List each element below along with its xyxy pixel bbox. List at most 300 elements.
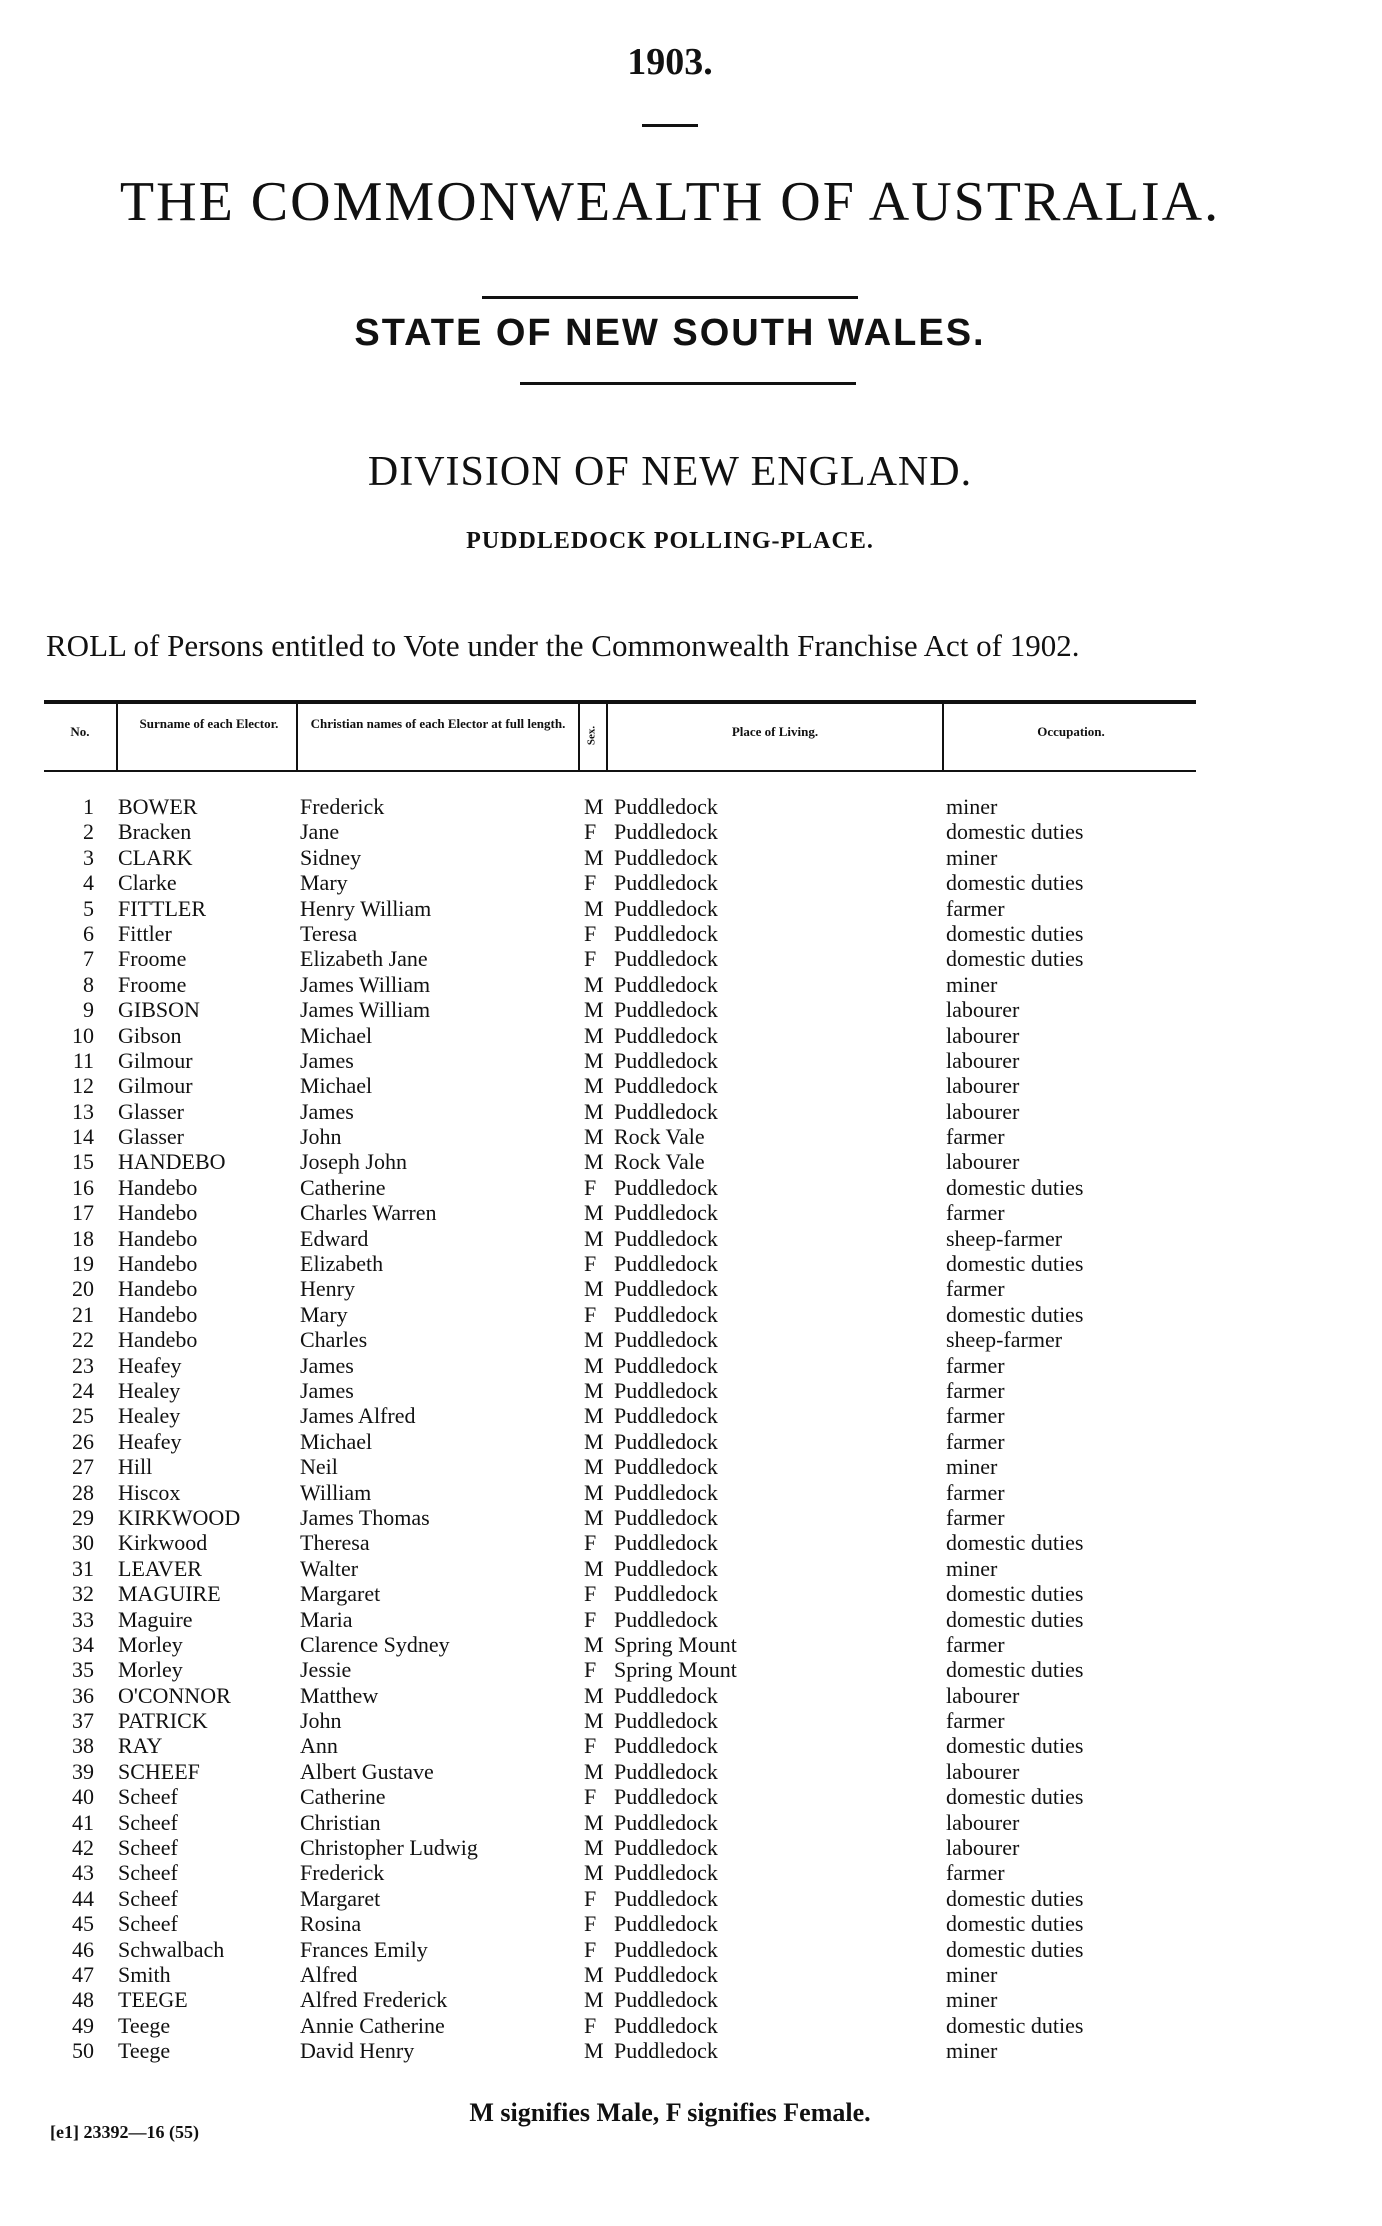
elector-sex: M (584, 1987, 604, 2013)
elector-surname: Glasser (118, 1098, 184, 1124)
elector-sex: M (584, 1200, 604, 1226)
elector-sex: M (584, 1758, 604, 1784)
elector-christian-names: Christopher Ludwig (300, 1835, 478, 1861)
table-row (0, 921, 1382, 946)
col-divider-4 (606, 704, 608, 770)
elector-occupation: labourer (946, 1835, 1020, 1861)
col-header-place: Place of Living. (731, 724, 819, 739)
year: 1903. (627, 41, 713, 83)
elector-sex: M (584, 1073, 604, 1099)
table-row (0, 1886, 1382, 1911)
elector-place-of-living: Puddledock (614, 1911, 718, 1937)
table-row (0, 1657, 1382, 1682)
print-reference: [e1] 23392—16 (55) (50, 2122, 199, 2142)
elector-place-of-living: Puddledock (614, 1352, 718, 1378)
elector-number: 49 (72, 2012, 94, 2038)
elector-place-of-living: Puddledock (614, 920, 718, 946)
elector-occupation: domestic duties (946, 2012, 1084, 2038)
elector-christian-names: Jessie (300, 1657, 352, 1683)
table-row (0, 1251, 1382, 1276)
elector-christian-names: Mary (300, 870, 348, 896)
elector-christian-names: James Alfred (300, 1403, 416, 1429)
elector-occupation: labourer (946, 997, 1020, 1023)
elector-place-of-living: Puddledock (614, 1733, 718, 1759)
elector-christian-names: Clarence Sydney (300, 1631, 450, 1657)
table-row (0, 1149, 1382, 1174)
elector-place-of-living: Puddledock (614, 1758, 718, 1784)
elector-surname: Hill (118, 1454, 153, 1480)
elector-place-of-living: Puddledock (614, 1809, 718, 1835)
elector-christian-names: Maria (300, 1606, 353, 1632)
table-row (0, 1327, 1382, 1352)
elector-christian-names: James Thomas (300, 1504, 430, 1530)
elector-christian-names: Henry (300, 1276, 355, 1302)
elector-place-of-living: Puddledock (614, 1708, 718, 1734)
elector-christian-names: Walter (300, 1555, 359, 1581)
elector-surname: Heafey (118, 1352, 182, 1378)
elector-place-of-living: Puddledock (614, 895, 718, 921)
elector-number: 48 (72, 1987, 94, 2013)
elector-occupation: labourer (946, 1758, 1020, 1784)
table-row (0, 1581, 1382, 1606)
elector-number: 32 (72, 1581, 94, 1607)
elector-christian-names: Catherine (300, 1784, 386, 1810)
elector-place-of-living: Puddledock (614, 2012, 718, 2038)
elector-number: 27 (72, 1454, 94, 1480)
main-title: THE COMMONWEALTH OF AUSTRALIA. (119, 171, 1221, 233)
elector-place-of-living: Puddledock (614, 1936, 718, 1962)
elector-surname: FITTLER (118, 895, 206, 921)
roll-title: ROLL of Persons entitled to Vote under the Commonwealth Franchise Act of 1902. (46, 628, 1080, 663)
elector-sex: M (584, 997, 604, 1023)
elector-christian-names: Margaret (300, 1885, 381, 1911)
elector-number: 4 (83, 870, 94, 896)
elector-occupation: farmer (946, 1428, 1005, 1454)
elector-number: 22 (72, 1327, 94, 1353)
elector-place-of-living: Puddledock (614, 1377, 718, 1403)
col-header-sex: Sex. (585, 725, 598, 746)
elector-place-of-living: Puddledock (614, 1987, 718, 2013)
elector-surname: Smith (118, 1961, 171, 1987)
elector-place-of-living: Puddledock (614, 946, 718, 972)
sex-legend: M signifies Male, F signifies Female. (469, 2098, 871, 2127)
table-row (0, 1023, 1382, 1048)
elector-number: 20 (72, 1276, 94, 1302)
elector-surname: Handebo (118, 1327, 198, 1353)
elector-occupation: domestic duties (946, 1301, 1084, 1327)
elector-sex: M (584, 1149, 604, 1175)
elector-surname: Scheef (118, 1835, 178, 1861)
elector-number: 29 (72, 1504, 94, 1530)
elector-christian-names: Elizabeth Jane (300, 946, 428, 972)
table-row (0, 1810, 1382, 1835)
elector-number: 46 (72, 1936, 94, 1962)
elector-sex: M (584, 1276, 604, 1302)
elector-place-of-living: Puddledock (614, 1555, 718, 1581)
elector-occupation: miner (946, 844, 998, 870)
elector-sex: F (584, 1885, 597, 1911)
table-row (0, 1454, 1382, 1479)
elector-sex: F (584, 1251, 597, 1277)
elector-surname: Heafey (118, 1428, 182, 1454)
elector-number: 38 (72, 1733, 94, 1759)
elector-occupation: domestic duties (946, 1911, 1084, 1937)
year-rule (642, 124, 698, 127)
elector-number: 8 (83, 971, 94, 997)
elector-surname: Schwalbach (118, 1936, 225, 1962)
elector-occupation: domestic duties (946, 870, 1084, 896)
elector-number: 41 (72, 1809, 94, 1835)
elector-christian-names: Christian (300, 1809, 381, 1835)
elector-sex: F (584, 819, 597, 845)
elector-sex: F (584, 1606, 597, 1632)
elector-place-of-living: Spring Mount (614, 1657, 737, 1683)
elector-christian-names: John (300, 1124, 342, 1150)
elector-christian-names: Michael (300, 1428, 373, 1454)
elector-place-of-living: Puddledock (614, 997, 718, 1023)
elector-place-of-living: Puddledock (614, 1860, 718, 1886)
table-row (0, 1607, 1382, 1632)
elector-surname: BOWER (118, 794, 198, 819)
elector-sex: M (584, 1098, 604, 1124)
elector-surname: Healey (118, 1403, 181, 1429)
elector-place-of-living: Puddledock (614, 1174, 718, 1200)
table-row (0, 1429, 1382, 1454)
table-row (0, 896, 1382, 921)
col-header-no: No. (70, 724, 90, 739)
elector-occupation: domestic duties (946, 1251, 1084, 1277)
elector-surname: Maguire (118, 1606, 193, 1632)
table-row (0, 819, 1382, 844)
elector-number: 37 (72, 1708, 94, 1734)
elector-number: 24 (72, 1377, 94, 1403)
col-header-occupation: Occupation. (1037, 724, 1105, 739)
table-row (0, 972, 1382, 997)
table-row (0, 1302, 1382, 1327)
elector-surname: Gibson (118, 1022, 182, 1048)
elector-occupation: labourer (946, 1073, 1020, 1099)
elector-number: 13 (72, 1098, 94, 1124)
elector-occupation: farmer (946, 1276, 1005, 1302)
table-row (0, 1683, 1382, 1708)
elector-place-of-living: Puddledock (614, 1403, 718, 1429)
elector-number: 21 (72, 1301, 94, 1327)
elector-number: 18 (72, 1225, 94, 1251)
elector-christian-names: Matthew (300, 1682, 379, 1708)
elector-place-of-living: Puddledock (614, 1835, 718, 1861)
elector-surname: LEAVER (118, 1555, 202, 1581)
elector-place-of-living: Puddledock (614, 870, 718, 896)
elector-christian-names: Rosina (300, 1911, 362, 1937)
elector-christian-names: Elizabeth (300, 1251, 384, 1277)
table-row (0, 1860, 1382, 1885)
state-rule-bottom (520, 382, 856, 385)
table-row (0, 1200, 1382, 1225)
elector-occupation: labourer (946, 1047, 1020, 1073)
elector-christian-names: Sidney (300, 844, 362, 870)
elector-christian-names: Alfred (300, 1961, 358, 1987)
elector-place-of-living: Puddledock (614, 1327, 718, 1353)
elector-surname: Teege (118, 2038, 171, 2064)
elector-place-of-living: Puddledock (614, 1301, 718, 1327)
col-divider-2 (296, 704, 298, 770)
elector-sex: M (584, 1225, 604, 1251)
table-row (0, 1124, 1382, 1149)
elector-number: 16 (72, 1174, 94, 1200)
elector-surname: SCHEEF (118, 1758, 200, 1784)
table-row (0, 1530, 1382, 1555)
elector-place-of-living: Puddledock (614, 1073, 718, 1099)
elector-sex: M (584, 1377, 604, 1403)
table-row (0, 845, 1382, 870)
elector-occupation: miner (946, 1454, 998, 1480)
elector-number: 26 (72, 1428, 94, 1454)
table-row (0, 870, 1382, 895)
elector-sex: M (584, 1047, 604, 1073)
elector-number: 7 (83, 946, 94, 972)
elector-sex: M (584, 1631, 604, 1657)
elector-christian-names: David Henry (300, 2038, 415, 2064)
table-row (0, 1175, 1382, 1200)
elector-christian-names: Margaret (300, 1581, 381, 1607)
elector-number: 11 (72, 1047, 94, 1073)
elector-occupation: labourer (946, 1149, 1020, 1175)
elector-place-of-living: Puddledock (614, 1885, 718, 1911)
elector-surname: Gilmour (118, 1073, 193, 1099)
elector-occupation: domestic duties (946, 1885, 1084, 1911)
col-header-surname: Surname of each Elector. (139, 716, 279, 731)
table-row (0, 997, 1382, 1022)
elector-surname: CLARK (118, 844, 193, 870)
elector-sex: F (584, 2012, 597, 2038)
elector-occupation: miner (946, 2038, 998, 2064)
elector-place-of-living: Puddledock (614, 1581, 718, 1607)
table-row (0, 2038, 1382, 2063)
elector-place-of-living: Puddledock (614, 1479, 718, 1505)
elector-sex: M (584, 1708, 604, 1734)
polling-place: PUDDLEDOCK POLLING-PLACE. (466, 528, 874, 554)
elector-place-of-living: Puddledock (614, 2038, 718, 2064)
elector-number: 39 (72, 1758, 94, 1784)
elector-occupation: domestic duties (946, 1606, 1084, 1632)
elector-occupation: miner (946, 971, 998, 997)
elector-surname: Handebo (118, 1225, 198, 1251)
elector-sex: F (584, 1174, 597, 1200)
elector-sex: F (584, 1657, 597, 1683)
elector-occupation: farmer (946, 1631, 1005, 1657)
elector-christian-names: Ann (300, 1733, 338, 1759)
elector-number: 36 (72, 1682, 94, 1708)
elector-sex: F (584, 1936, 597, 1962)
elector-surname: Scheef (118, 1809, 178, 1835)
elector-sex: F (584, 946, 597, 972)
elector-occupation: farmer (946, 1504, 1005, 1530)
elector-surname: GIBSON (118, 997, 200, 1023)
elector-place-of-living: Puddledock (614, 1200, 718, 1226)
elector-occupation: farmer (946, 1124, 1005, 1150)
elector-surname: RAY (118, 1733, 163, 1759)
col-divider-1 (116, 704, 118, 770)
division-title: DIVISION OF NEW ENGLAND. (367, 449, 973, 495)
elector-occupation: domestic duties (946, 920, 1084, 946)
elector-number: 35 (72, 1657, 94, 1683)
elector-surname: Scheef (118, 1885, 178, 1911)
elector-occupation: domestic duties (946, 1657, 1084, 1683)
table-row (0, 1987, 1382, 2012)
elector-surname: Scheef (118, 1911, 178, 1937)
elector-place-of-living: Puddledock (614, 1606, 718, 1632)
elector-occupation: farmer (946, 1708, 1005, 1734)
table-row (0, 1556, 1382, 1581)
elector-surname: Glasser (118, 1124, 184, 1150)
elector-number: 9 (83, 997, 94, 1023)
elector-number: 15 (72, 1149, 94, 1175)
elector-number: 10 (72, 1022, 94, 1048)
table-row (0, 2013, 1382, 2038)
elector-sex: M (584, 2038, 604, 2064)
elector-sex: M (584, 1479, 604, 1505)
elector-christian-names: James (300, 1377, 354, 1403)
elector-number: 12 (72, 1073, 94, 1099)
elector-sex: F (584, 1581, 597, 1607)
elector-place-of-living: Spring Mount (614, 1631, 737, 1657)
elector-number: 30 (72, 1530, 94, 1556)
elector-christian-names: James William (300, 997, 431, 1023)
table-row (0, 1911, 1382, 1936)
elector-place-of-living: Puddledock (614, 1276, 718, 1302)
table-header-rule (44, 770, 1196, 772)
elector-occupation: miner (946, 1987, 998, 2013)
elector-occupation: farmer (946, 1860, 1005, 1886)
elector-sex: M (584, 1860, 604, 1886)
elector-place-of-living: Puddledock (614, 971, 718, 997)
elector-surname: Fittler (118, 920, 172, 946)
elector-surname: Healey (118, 1377, 181, 1403)
elector-christian-names: James (300, 1352, 354, 1378)
elector-number: 17 (72, 1200, 94, 1226)
elector-christian-names: Neil (300, 1454, 338, 1480)
elector-occupation: farmer (946, 1479, 1005, 1505)
elector-christian-names: Frederick (300, 1860, 385, 1886)
elector-sex: F (584, 870, 597, 896)
table-row (0, 1784, 1382, 1809)
elector-sex: M (584, 1454, 604, 1480)
table-row (0, 1835, 1382, 1860)
elector-christian-names: Edward (300, 1225, 369, 1251)
elector-christian-names: Henry William (300, 895, 432, 921)
elector-number: 34 (72, 1631, 94, 1657)
elector-place-of-living: Puddledock (614, 1225, 718, 1251)
elector-place-of-living: Rock Vale (614, 1124, 705, 1150)
elector-sex: F (584, 1784, 597, 1810)
elector-christian-names: James (300, 1098, 354, 1124)
elector-surname: Morley (118, 1657, 183, 1683)
elector-surname: Handebo (118, 1251, 198, 1277)
elector-number: 5 (83, 895, 94, 921)
elector-sex: F (584, 920, 597, 946)
elector-surname: Bracken (118, 819, 192, 845)
elector-place-of-living: Puddledock (614, 1022, 718, 1048)
elector-surname: Gilmour (118, 1047, 193, 1073)
elector-sex: M (584, 1327, 604, 1353)
elector-sex: M (584, 844, 604, 870)
elector-christian-names: James (300, 1047, 354, 1073)
elector-occupation: farmer (946, 895, 1005, 921)
elector-surname: Kirkwood (118, 1530, 208, 1556)
elector-place-of-living: Puddledock (614, 1098, 718, 1124)
table-row (0, 1378, 1382, 1403)
table-row (0, 1276, 1382, 1301)
elector-occupation: sheep-farmer (946, 1225, 1063, 1251)
elector-christian-names: Frances Emily (300, 1936, 428, 1962)
elector-christian-names: Charles Warren (300, 1200, 437, 1226)
elector-number: 1 (83, 794, 94, 819)
state-title: STATE OF NEW SOUTH WALES. (354, 312, 986, 354)
elector-christian-names: John (300, 1708, 342, 1734)
elector-number: 43 (72, 1860, 94, 1886)
elector-rows (0, 794, 1382, 2064)
elector-sex: M (584, 1682, 604, 1708)
elector-place-of-living: Puddledock (614, 1784, 718, 1810)
table-row (0, 1708, 1382, 1733)
elector-sex: M (584, 895, 604, 921)
elector-christian-names: Frederick (300, 794, 385, 819)
elector-number: 25 (72, 1403, 94, 1429)
table-row (0, 794, 1382, 819)
elector-number: 2 (83, 819, 94, 845)
elector-number: 47 (72, 1961, 94, 1987)
elector-number: 40 (72, 1784, 94, 1810)
elector-place-of-living: Puddledock (614, 1682, 718, 1708)
elector-surname: Handebo (118, 1276, 198, 1302)
elector-number: 33 (72, 1606, 94, 1632)
elector-place-of-living: Puddledock (614, 1047, 718, 1073)
elector-sex: M (584, 971, 604, 997)
elector-surname: Teege (118, 2012, 171, 2038)
elector-christian-names: Michael (300, 1022, 373, 1048)
elector-number: 31 (72, 1555, 94, 1581)
elector-occupation: domestic duties (946, 1936, 1084, 1962)
elector-occupation: miner (946, 794, 998, 819)
elector-christian-names: Theresa (300, 1530, 370, 1556)
elector-sex: M (584, 1428, 604, 1454)
elector-place-of-living: Puddledock (614, 1961, 718, 1987)
elector-number: 44 (72, 1885, 94, 1911)
table-row (0, 1048, 1382, 1073)
elector-christian-names: Teresa (300, 920, 358, 946)
elector-place-of-living: Puddledock (614, 1251, 718, 1277)
elector-occupation: farmer (946, 1377, 1005, 1403)
elector-surname: Froome (118, 946, 187, 972)
elector-sex: M (584, 1403, 604, 1429)
elector-number: 14 (72, 1124, 94, 1150)
col-divider-5 (942, 704, 944, 770)
table-row (0, 1353, 1382, 1378)
elector-occupation: sheep-farmer (946, 1327, 1063, 1353)
elector-sex: M (584, 794, 604, 819)
elector-sex: M (584, 1124, 604, 1150)
table-row (0, 1632, 1382, 1657)
elector-sex: M (584, 1835, 604, 1861)
elector-surname: Froome (118, 971, 187, 997)
elector-christian-names: Jane (300, 819, 340, 845)
elector-number: 45 (72, 1911, 94, 1937)
elector-surname: O'CONNOR (118, 1682, 231, 1708)
elector-christian-names: James William (300, 971, 431, 997)
col-header-christian: Christian names of each Elector at full length. (310, 716, 566, 731)
elector-number: 3 (83, 844, 94, 870)
elector-christian-names: Charles (300, 1327, 368, 1353)
